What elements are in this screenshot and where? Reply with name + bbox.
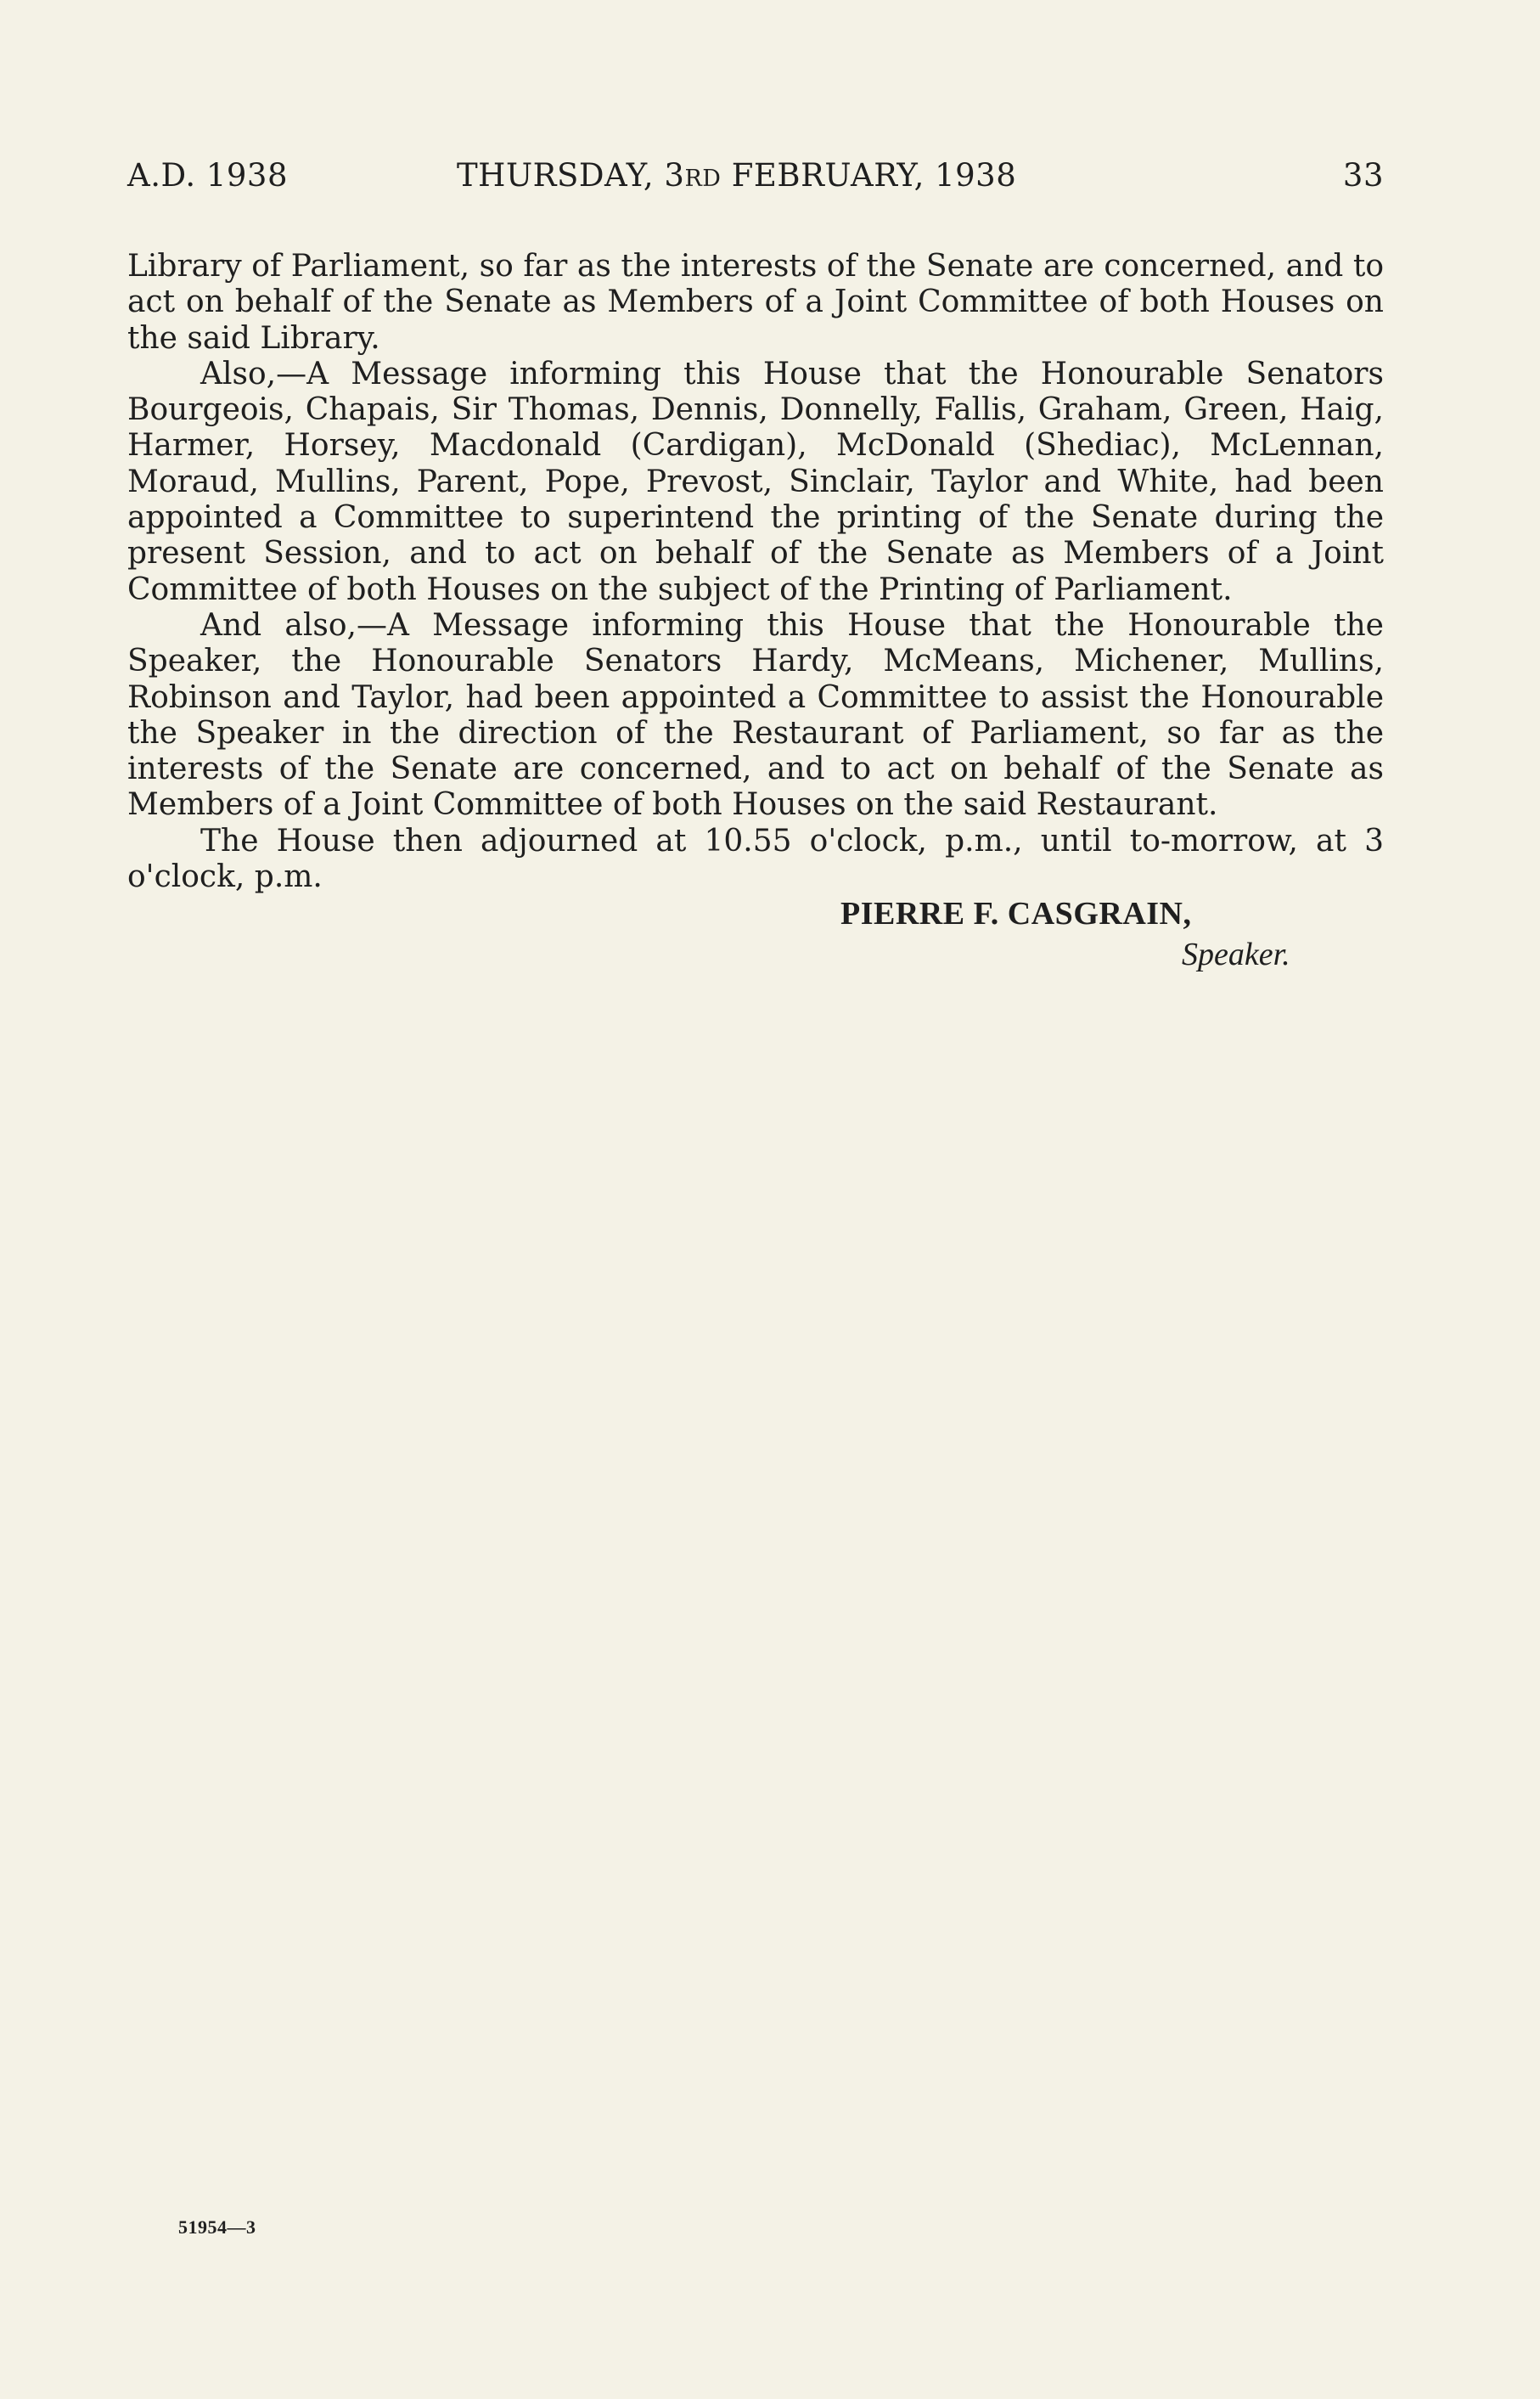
header-date	[457, 157, 1016, 194]
signature-block	[840, 893, 1384, 975]
speaker-name: PIERRE F. CASGRAIN,	[840, 896, 1192, 932]
journal-body	[127, 249, 1384, 895]
paragraph-restaurant-committee: And also,—A Message informing this House that the Honourable the Speaker, the Honourable Senators Hardy, McMeans, Michener, Mullins, Robinson and Taylor, had been appointed a Committee to assist the Honourable the Speaker in the direction of the Restaurant of Parliament, so far as the interests of the Senate are concerned, and to act on behalf of the Senate as Members of a Joint Committee of both Houses on the said Restaurant.	[127, 607, 1384, 823]
page-number: 33	[1342, 157, 1384, 194]
header-day: THURSDAY, 3	[457, 157, 685, 194]
header-year: A.D. 1938	[127, 157, 289, 194]
paragraph-printing-committee: Also,—A Message informing this House that the Honourable Senators Bourgeois, Chapais, Sir Thomas, Dennis, Donnelly, Fallis, Graham, Green, Haig, Harmer, Horsey, Macdonald (Cardigan), McDonald (Shediac), McLennan, Moraud, Mullins, Parent, Pope, Prevost, Sinclair, Taylor and White, had been appointed a Committee to superintend the printing of the Senate during the present Session, and to act on behalf of the Senate as Members of a Joint Committee of both Houses on the subject of the Printing of Parliament.	[127, 356, 1384, 607]
paragraph-adjournment: The House then adjourned at 10.55 o'clock, p.m., until to-morrow, at 3 o'clock, p.m.	[127, 823, 1384, 895]
header-ordinal: RD	[684, 166, 722, 192]
header-month-year: FEBRUARY, 1938	[721, 157, 1017, 194]
speaker-title: Speaker.	[1182, 937, 1290, 972]
paragraph-library: Library of Parliament, so far as the interests of the Senate are concerned, and to act on behalf of the Senate as Members of a Joint Committee of both Houses on the said Library.	[127, 249, 1384, 356]
printer-code: 51954—3	[178, 2216, 256, 2238]
running-header	[127, 157, 1384, 200]
